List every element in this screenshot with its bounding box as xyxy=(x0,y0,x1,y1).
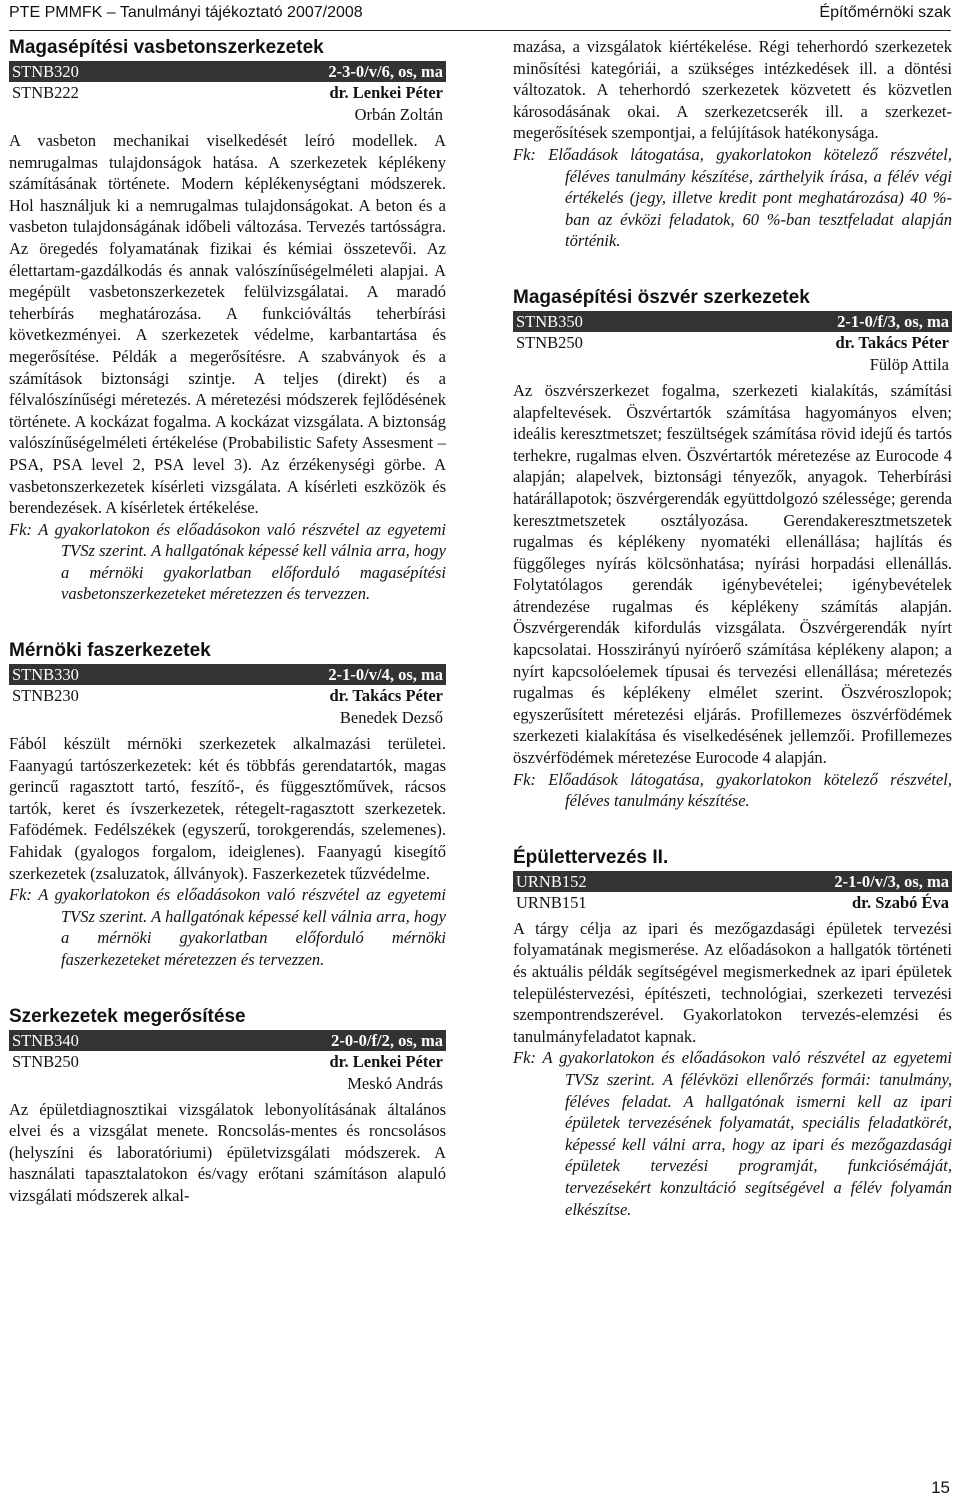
course-block xyxy=(9,1005,446,1207)
requirement-label: Fk: xyxy=(9,885,32,905)
course-code: STNB350 xyxy=(516,311,583,331)
course-co-lecturer: Meskó András xyxy=(347,1073,443,1093)
course-prereq: URNB151 xyxy=(516,892,587,912)
course-semester: 2-1-0/v/3, os, ma xyxy=(834,871,949,891)
course-co-lecturer: Fülöp Attila xyxy=(869,354,949,374)
course-block xyxy=(513,846,952,1220)
course-semester: 2-1-0/f/3, os, ma xyxy=(837,311,949,331)
course-code: STNB330 xyxy=(12,665,79,685)
course-code: URNB152 xyxy=(516,871,587,891)
page-header xyxy=(9,4,951,31)
course-meta xyxy=(9,1051,446,1073)
course-title: Magasépítési öszvér szerkezetek xyxy=(513,286,810,308)
course-co-lecturer: Benedek Dezső xyxy=(339,708,443,728)
course-description: A vasbeton mechanikai viselkedését leíró modellek. A nemrugalmas tulajdonságok hatása. A szerkezetek képlékeny számításának története. Modern képlékenységtani módszerek. Hol használjuk ki a nemrugalmas tulajdonságokat. A beton és a vasbeton tulajdonságának időbeli változása. Tervezés tartósságra. Az öregedés folyamatának fizikai és kémiai összetevői. Az élettartam-gazdálkodás és annak valószínűségelméleti alapjai. A megépült vasbetonszerkezetek felülvizsgálatai. A maradó teherbírás meghatározása. A funkcióváltás teherbírási következményei. A szerkezetek védelme, karbantartása és megerősítése. Példák a megerősítésre. A szabványok és a számítások biztonsági szintje. A teljes (direkt) és a félvalószínűségi méretezés. A méretezési módszerek fejlődésének története. A kockázat fogalma. A kockázat vizsgálata. A biztonság valószínűségelméleti értékelése (Probabilistic Safety Assesment – PSA, PSA level 2, PSA level 3). Az érzékenységi görbe. A vasbetonszerkezetek kísérleti vizsgálata. A kísérleti eszközök és berendezések. A kísérletek értékelése. xyxy=(9,131,446,518)
course-title: Mérnöki faszerkezetek xyxy=(9,640,211,662)
course-requirement xyxy=(9,519,446,605)
course-code-bar xyxy=(513,311,952,332)
requirement-label: Fk: xyxy=(513,1048,536,1068)
requirement-label: Fk: xyxy=(513,144,536,164)
course-lecturer: dr. Takács Péter xyxy=(835,332,949,352)
requirement-text: A gyakorlatokon és előadásokon való részvétel az egyetemi TVSz szerint. A hallgatónak képessé kell válnia arra, hogy a mérnöki gyakorlatban előforduló mérnöki faszerkezeteket méretezzen és tervezzen. xyxy=(38,885,447,969)
course-meta xyxy=(9,82,446,104)
course-semester: 2-3-0/v/6, os, ma xyxy=(328,62,443,81)
course-description: A tárgy célja az ipari és mezőgazdasági épületek tervezési folyamatának megismerése. Az előadásokon a hallgatók történeti és aktuális példák segítségével megismerkednek az ipari épületek településtervezési, építészeti, technológiai, szerkezeti tervezési szempontrendszerével. Gyakorlatokon tervezés-elemzési és tanulmányfeladatot kapnak. xyxy=(513,918,952,1046)
course-code-bar xyxy=(9,664,446,685)
requirement-label: Fk: xyxy=(9,519,32,539)
requirement-text: Előadások látogatása, gyakorlatokon kötelező részvétel, féléves tanulmány készítése. xyxy=(548,769,952,811)
course-lecturer: dr. Takács Péter xyxy=(329,686,443,706)
course-block xyxy=(513,286,952,812)
course-code-bar xyxy=(9,1030,446,1051)
course-block xyxy=(9,639,446,971)
continuation-requirement xyxy=(513,144,952,252)
course-code-bar xyxy=(9,61,446,82)
course-requirement xyxy=(513,1047,952,1220)
page-number: 15 xyxy=(931,1478,950,1497)
requirement-text: A gyakorlatokon és előadásokon való részvétel az egyetemi TVSz szerint. A hallgatónak képessé kell válnia arra, hogy a mérnöki gyakorlatban előforduló magasépítési vasbetonszerkezeteket méretezzen és tervezzen. xyxy=(38,519,447,604)
course-code-bar xyxy=(513,871,952,892)
course-lecturer: dr. Lenkei Péter xyxy=(329,83,443,102)
course-block xyxy=(9,36,446,605)
course-meta xyxy=(513,892,952,914)
course-title: Épülettervezés II. xyxy=(513,846,669,868)
course-meta xyxy=(9,685,446,707)
left-column xyxy=(9,36,446,1207)
course-requirement xyxy=(9,884,446,970)
course-title: Szerkezetek megerősítése xyxy=(9,1005,246,1027)
course-description: Az öszvérszerkezet fogalma, szerkezeti kialakítás, számítási alapfeltevések. Öszvértartók számítása hagyományos elven; ideális keresztmetszet; feszültségek számítása rövid idejű és tartós terhekre, rugalmas elven. Öszvértartók méretezése az Eurocode 4 alapján; alapelvek, biztonsági tényezők, anyagok. Teherbírási határállapotok; öszvérgerendák együttdolgozó szélessége; gerenda keresztmetszetek osztályozása. Gerendakeresztmetszetek rugalmas és képlékeny nyomatéki ellenállása; hajlítás és függőleges nyírás kölcsönhatása; nyírási horpadási ellenállás. Folytatólagos gerendák igénybevételei; igénybevételek átrendezése rugalmas és képlékeny számítás alapján. Öszvérgerendák kifordulás vizsgálata. Öszvérgerendák nyírt kapcsolatai. Hosszirányú nyíróerő számítása képlékeny alapon; a nyírt kapcsolóelemek típusai és tervezési ellenállása; méretezés rugalmas és képlékeny elmélet szerint. Öszvéroszlopok; egyszerűsített méretezési eljárás. Profillemezes öszvérfödémek szerkezeti kialakítása és viselkedésének jellemzői. Profillemezes öszvérfödémek méretezése Eurocode 4 alapján. xyxy=(513,380,952,768)
requirement-text: A gyakorlatokon és előadásokon való részvétel az egyetemi TVSz szerint. A félévközi ellenőrzés formái: tanulmány, féléves feladat. A hallgatónak ismerni kell az ipari épületek tervezésének folyamatát, speciális feladatkörét, képessé kell válni arra, hogy az ipari és mezőgazdasági épületek tervezési programját, funkciósémáját, tervezésekért konzultáció segítségével a félév folyamán elkészítse. xyxy=(542,1048,953,1219)
course-code: STNB340 xyxy=(12,1030,79,1050)
course-requirement xyxy=(513,769,952,812)
course-meta xyxy=(513,332,952,354)
course-prereq: STNB222 xyxy=(12,83,79,102)
requirement-text: Előadások látogatása, gyakorlatokon kötelező részvétel, féléves tanulmány készítése, zárthelyik írása, a félév végi értékelés (jegy, illetve kredit pont meghatározása) 40 %-ban az évközi feladatok, 60 %-ban tesztfeladat alapján történik. xyxy=(548,144,952,251)
course-description: Fából készült mérnöki szerkezetek alkalmazási területei. Faanyagú tartószerkezetek: két és többfás gerendatartók, magas gerincű ragasztott tartó, feszítő-, és függesztőművek, rácsos tartók, keret és ívszerkezetek, rétegelt-ragasztott szerkezetek. Fafödémek. Fedélszékek (egyszerű, torokgerendás, szelemenes). Fahidak (gyalogos forgalom, ideiglenes). Faanyagú kisegítő szerkezetek (zsaluzatok, állványok). Faszerkezetek tűzvédelme. xyxy=(9,734,446,883)
course-lecturer: dr. Szabó Éva xyxy=(851,892,949,912)
course-lecturer: dr. Lenkei Péter xyxy=(329,1051,443,1071)
course-semester: 2-0-0/f/2, os, ma xyxy=(331,1030,443,1050)
course-co-lecturer: Orbán Zoltán xyxy=(354,105,443,124)
requirement-label: Fk: xyxy=(513,769,536,789)
course-code: STNB320 xyxy=(12,62,79,81)
course-prereq: STNB230 xyxy=(12,686,79,706)
continuation-text: mazása, a vizsgálatok kiértékelése. Régi teherhordó szerkezetek minősítési kategóriái, a szükséges intézkedések ill. a döntési változatok. A teherhordó szerkezetek közvetett és közvetlen károsodásának okai. A szerkezetcserék ill. a szerkezet-megerősítések szempontjai, a felújítások hatékonysága. xyxy=(513,37,952,143)
header-right: Építőmérnöki szak xyxy=(819,4,951,21)
course-description: Az épületdiagnosztikai vizsgálatok lebonyolításának általános elvei és a vizsgálat menete. Roncsolás-mentes és roncsolásos (helyszíni és laboratóriumi) épületvizsgálati módszerek. A használati tapasztalatokon és/vagy erőtani számításon alapuló vizsgálati módszerek alkal- xyxy=(9,1099,446,1205)
course-prereq: STNB250 xyxy=(516,332,583,352)
course-prereq: STNB250 xyxy=(12,1051,79,1071)
course-semester: 2-1-0/v/4, os, ma xyxy=(328,665,443,685)
continuation-block xyxy=(513,36,952,252)
header-left: PTE PMMFK – Tanulmányi tájékoztató 2007/2008 xyxy=(9,4,363,21)
course-title: Magasépítési vasbetonszerkezetek xyxy=(9,37,324,58)
right-column xyxy=(513,36,952,1220)
